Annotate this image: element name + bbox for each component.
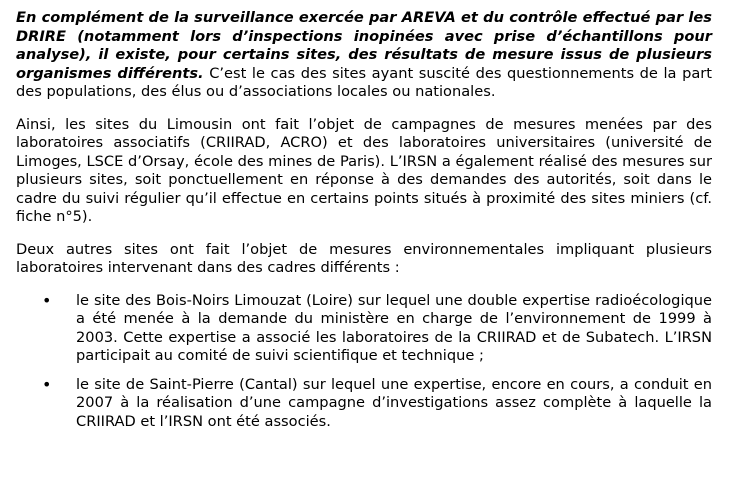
list-item <box>16 292 712 366</box>
intro-text: C’est le cas des sites ayant suscité des questionnements de la part des populations, des élus ou d’associations locales ou nationales. <box>16 64 713 100</box>
paragraph-intro <box>16 9 712 102</box>
bullet-icon: • <box>42 374 52 394</box>
site-list <box>16 292 712 432</box>
list-item <box>16 376 712 432</box>
list-item-text: le site des Bois-Noirs Limouzat (Loire) sur lequel une double expertise radioécologique a été menée à la demande du ministère en charge de l’environnement de 1999 à 2003. Cette expertise a associé les laboratoires de la CRIIRAD et de Subatech. L’IRSN participait au comité de suivi scientifique et technique ; <box>76 291 712 364</box>
paragraph-limousin: Ainsi, les sites du Limousin ont fait l’objet de campagnes de mesures menées par des laboratoires associatifs (CRIIRAD, ACRO) et des laboratoires universitaires (université de Limoges, LSCE d’Orsay, école des mines de Paris). L’IRSN a également réalisé des mesures sur plusieurs sites, soit ponctuellement en réponse à des demandes des autorités, soit dans le cadre du suivi régulier qu’il effectue en certains points situés à proximité des sites miniers (cf. fiche n°5). <box>16 115 712 225</box>
list-item-text: le site de Saint-Pierre (Cantal) sur lequel une expertise, encore en cours, a conduit en 2007 à la réalisation d’une campagne d’investigations assez complète à laquelle la CRIIRAD et l’IRSN ont été associés. <box>76 375 712 430</box>
intro-emphasis: En complément de la surveillance exercée par AREVA et du contrôle effectué par les DRIRE (notamment lors d’inspections inopinées avec prise d’échantillons pour analyse), il existe, pour certains sites, des résultats de mesure issus de plusieurs organismes différents. <box>16 9 712 82</box>
paragraph-other-sites: Deux autres sites ont fait l’objet de mesures environnementales impliquant plusieurs laboratoires intervenant dans des cadres différents : <box>16 240 712 276</box>
document-body <box>16 9 712 441</box>
bullet-icon: • <box>42 290 52 310</box>
